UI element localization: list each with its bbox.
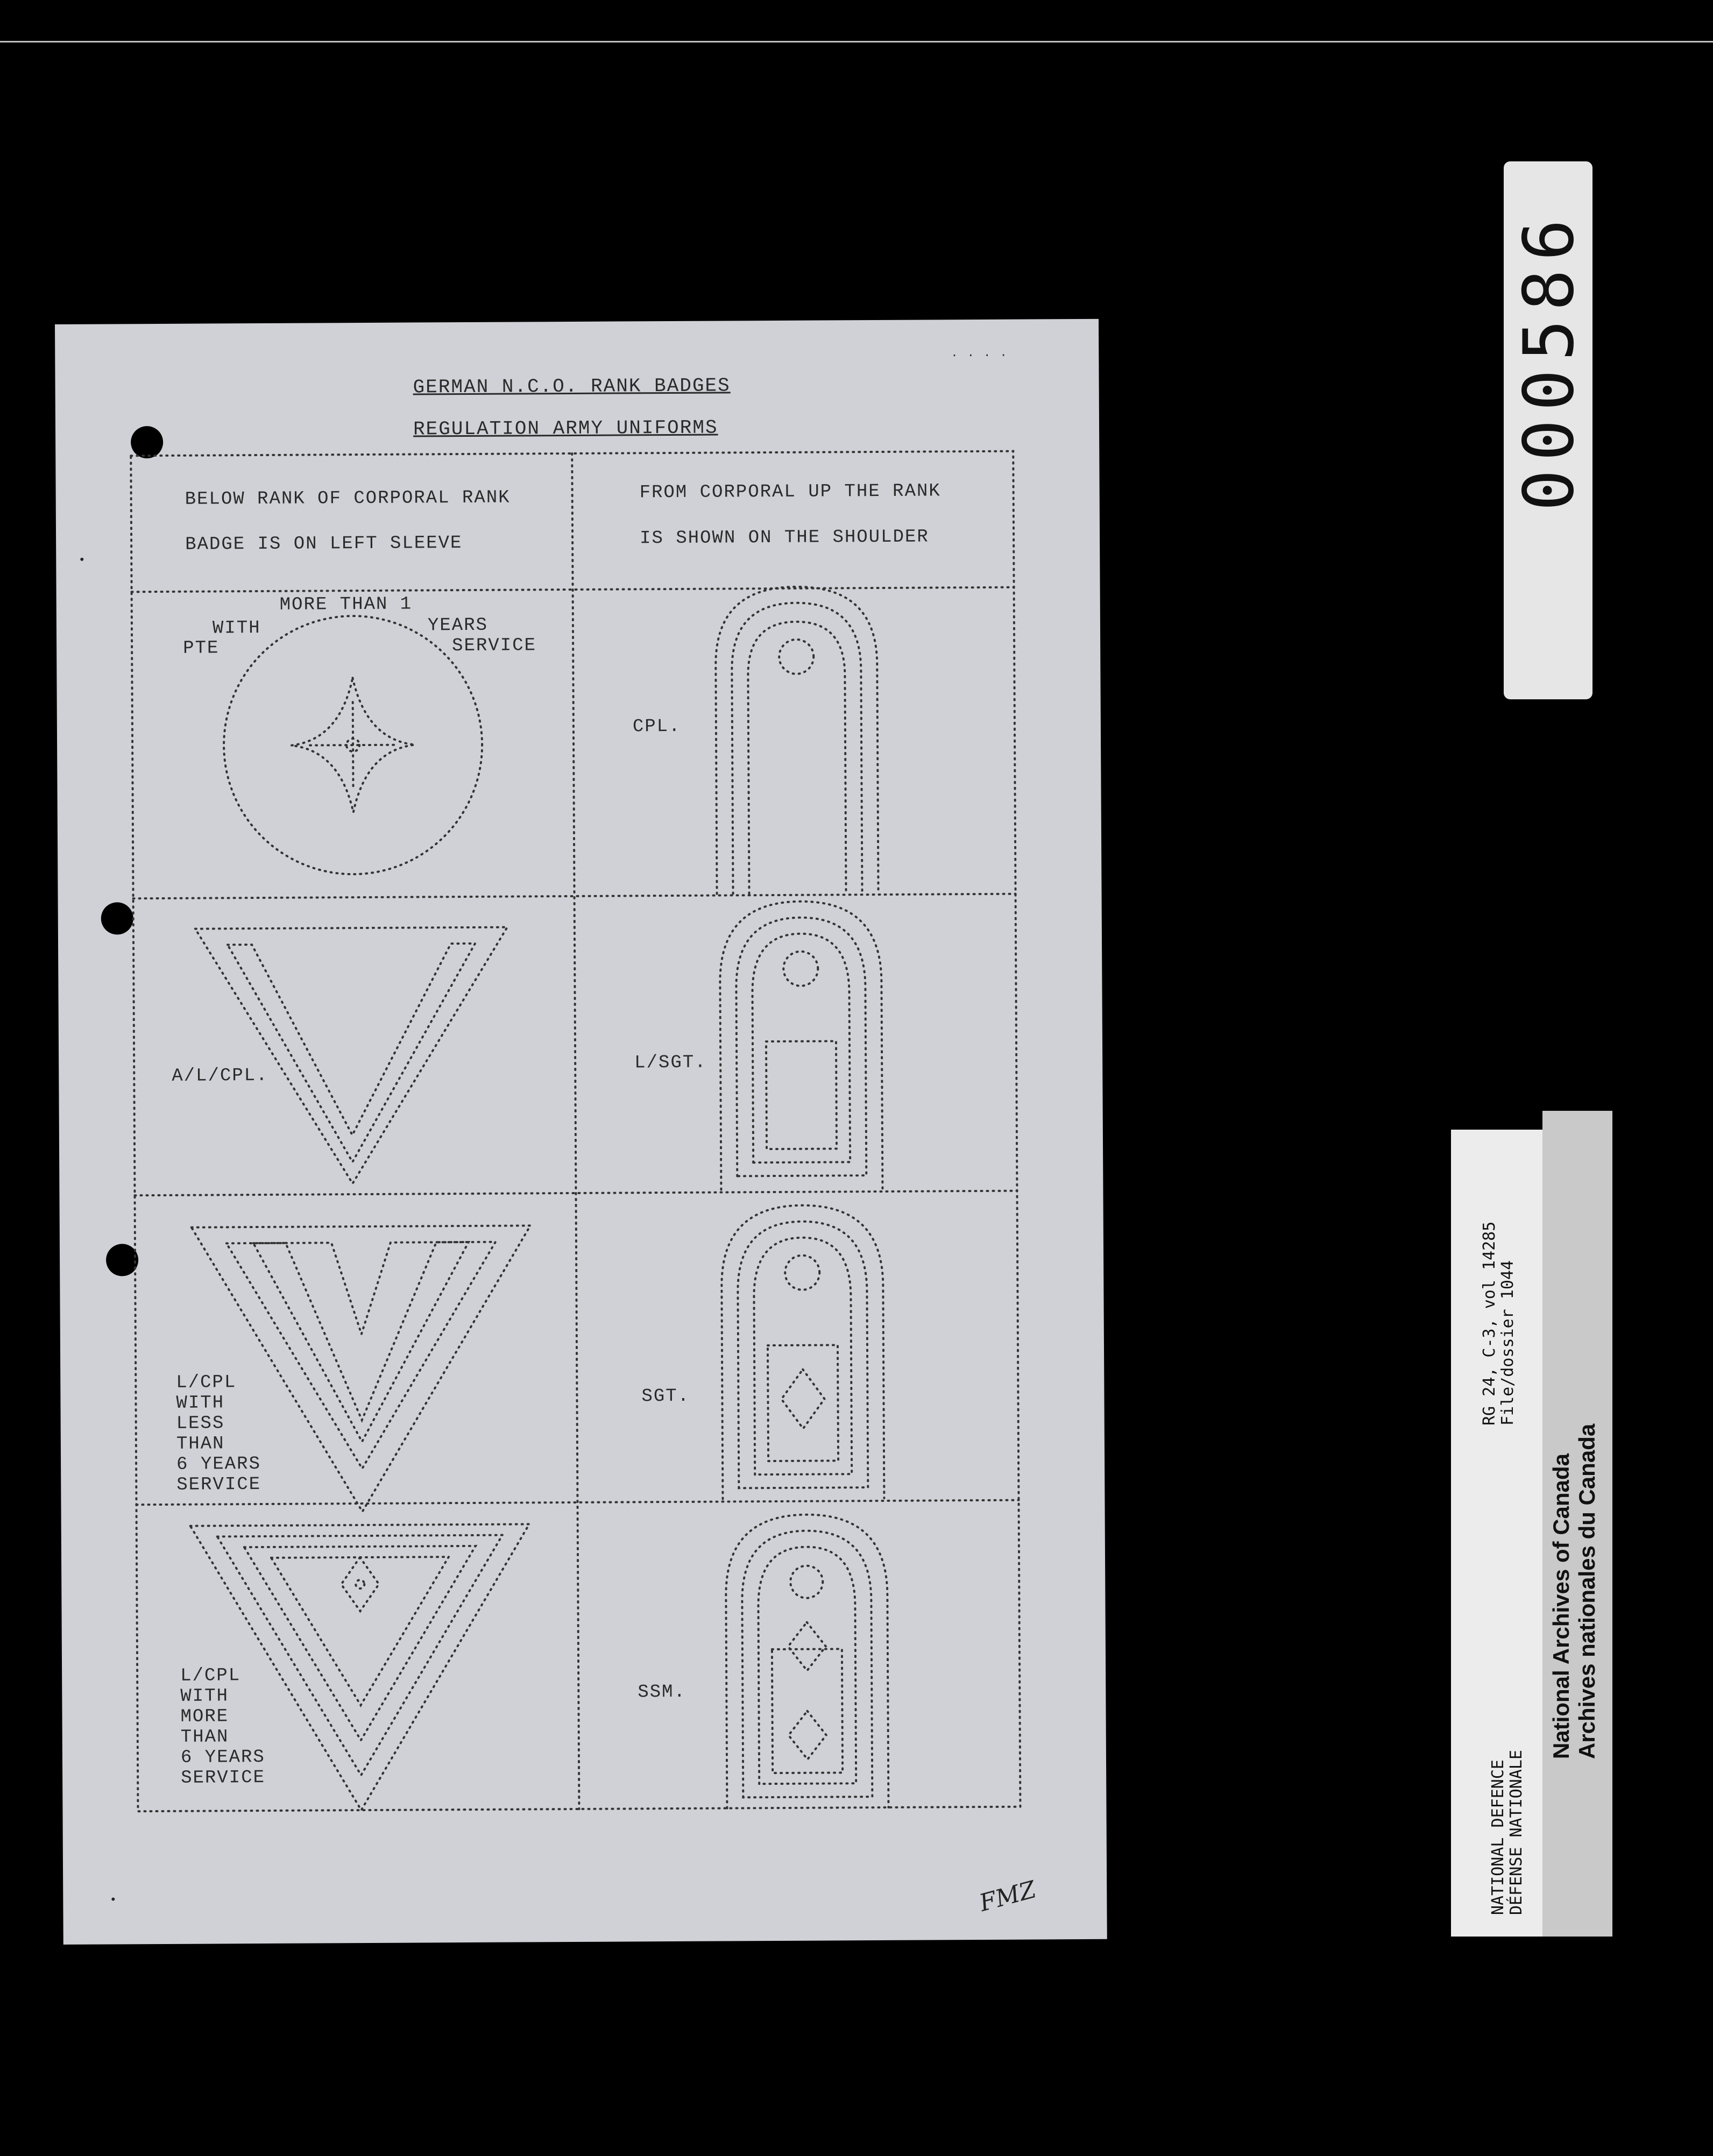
document-page [55,319,1107,1945]
document-subtitle: REGULATION ARMY UNIFORMS [413,416,718,441]
left-header-line-1: BELOW RANK OF CORPORAL RANK [185,487,511,510]
chevron-2-band-a [226,1242,497,1470]
ssm-diamond-lower [789,1711,826,1760]
right-header-line-1: FROM CORPORAL UP THE RANK [639,481,941,503]
pte-service-label: SERVICE [452,635,537,657]
sgt-strap-outer [721,1205,884,1499]
archive-reference-line-2: File/dossier 1044 [1498,1260,1517,1425]
sgt-strap-button [785,1256,819,1290]
column-divider [572,453,579,1809]
lsgt-strap-outer [720,901,883,1190]
pte-years-label: YEARS [427,615,489,636]
department-en: NATIONAL DEFENCE [1489,1760,1507,1915]
chevron-1-outer [195,927,508,1185]
archive-number: 000586 [1509,210,1589,511]
sgt-diamond [781,1370,825,1429]
left-header-line-2: BADGE IS ON LEFT SLEEVE [185,533,463,555]
l-cpl-more-6-label: L/CPL WITH MORE THAN 6 YEARS SERVICE [180,1665,266,1789]
pte-with-label: WITH [212,618,261,639]
cpl-strap-button [779,640,813,674]
archive-reference-line-1: RG 24, C-3, vol 14285 [1480,1221,1499,1425]
pte-more-than-label: MORE THAN 1 [279,594,413,615]
handwritten-initials: FMZ [976,1876,1039,1917]
ssm-diamond-upper [788,1622,826,1671]
archives-name-en: National Archives of Canada [1548,1453,1574,1759]
sgt-label: SGT. [641,1386,690,1407]
cpl-label: CPL. [632,716,681,737]
ssm-label: SSM. [638,1682,686,1703]
right-header-line-2: IS SHOWN ON THE SHOULDER [640,527,929,549]
lsgt-strap-button [783,952,818,986]
l-sgt-label: L/SGT. [634,1052,707,1074]
a-l-cpl-label: A/L/CPL. [172,1065,268,1087]
ssm-strap-outer [726,1514,889,1809]
ssm-strap-button [790,1566,823,1598]
pte-label: PTE [183,638,220,659]
document-title: GERMAN N.C.O. RANK BADGES [413,374,731,399]
department-fr: DÉFENSE NATIONALE [1507,1749,1526,1915]
chevron-3-diamond [341,1557,379,1611]
cpl-strap-outer [716,586,879,894]
l-cpl-less-6-label: L/CPL WITH LESS THAN 6 YEARS SERVICE [176,1372,261,1495]
archives-name-fr: Archives nationales du Canada [1574,1423,1599,1759]
top-border-line [0,41,1713,42]
page-corner-marks: . . . . [951,346,1008,360]
chevron-1-band [228,944,476,1162]
